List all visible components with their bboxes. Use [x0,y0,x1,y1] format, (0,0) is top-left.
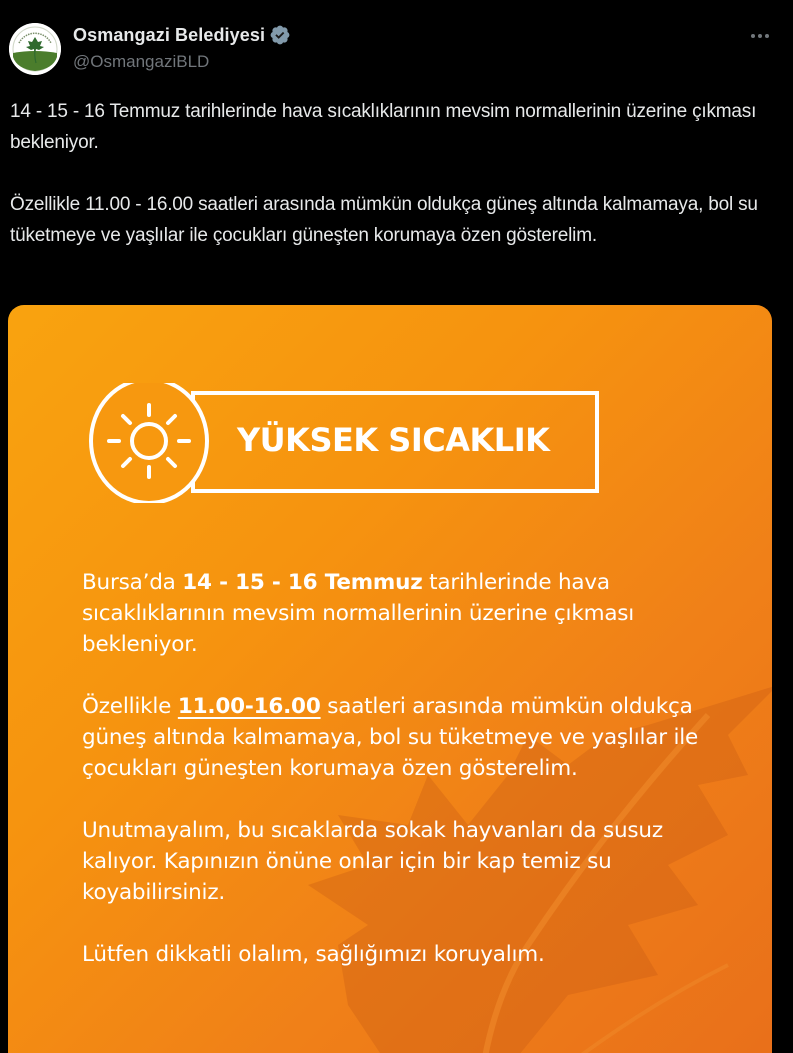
avatar[interactable] [9,23,61,75]
author-name[interactable]: Osmangazi Belediyesi [73,24,266,45]
more-horizontal-icon [751,34,755,38]
text-span: Bursa’da [82,570,183,595]
card-paragraph-2 [82,691,722,784]
tweet-header [0,0,793,90]
card-body [82,567,722,970]
card-paragraph-4: Lütfen dikkatli olalım, sağlığımızı koruyalım. [82,942,545,967]
sun-icon [81,383,211,503]
more-dot [758,34,762,38]
tweet-text [10,96,780,251]
text-span: saatleri arasında mümkün oldukça güneş altında kalmamaya, bol su tüketmeye ve yaşlılar ile çocukları güneşten korumaya özen gösterelim. [82,694,699,781]
tweet-media-image[interactable] [8,305,772,1053]
card-paragraph-1 [82,567,722,660]
text-span: Özellikle [82,694,178,719]
author-name-row [73,24,291,46]
text-span: tarihlerinde hava sıcaklıklarının mevsim normallerinin üzerine çıkması bekleniyor. [82,570,635,657]
tweet-paragraph: 14 - 15 - 16 Temmuz tarihlerinde hava sıcaklıklarının mevsim normallerinin üzerine çıkması bekleniyor. [10,101,757,153]
highlight-hours: 11.00-16.00 [177,694,321,719]
author-handle[interactable]: @OsmangaziBLD [73,52,210,71]
highlight-dates: 14 - 15 - 16 Temmuz [182,570,423,595]
tweet-paragraph: Özellikle 11.00 - 16.00 saatleri arasında mümkün oldukça güneş altında kalmamaya, bol su tüketmeye ve yaşlılar ile çocukları güneşten korumaya özen gösterelim. [10,194,758,246]
heat-warning-banner [81,383,611,513]
more-options-button[interactable] [745,26,775,46]
card-paragraph-3: Unutmayalım, bu sıcaklarda sokak hayvanları da susuz kalıyor. Kapınızın önüne onlar için bir kap temiz su koyabilirsiniz. [82,818,663,905]
verified-badge-icon[interactable] [269,24,291,46]
more-dot [765,34,769,38]
municipality-logo-icon [9,23,61,75]
banner-title: YÜKSEK SICAKLIK [237,421,550,459]
